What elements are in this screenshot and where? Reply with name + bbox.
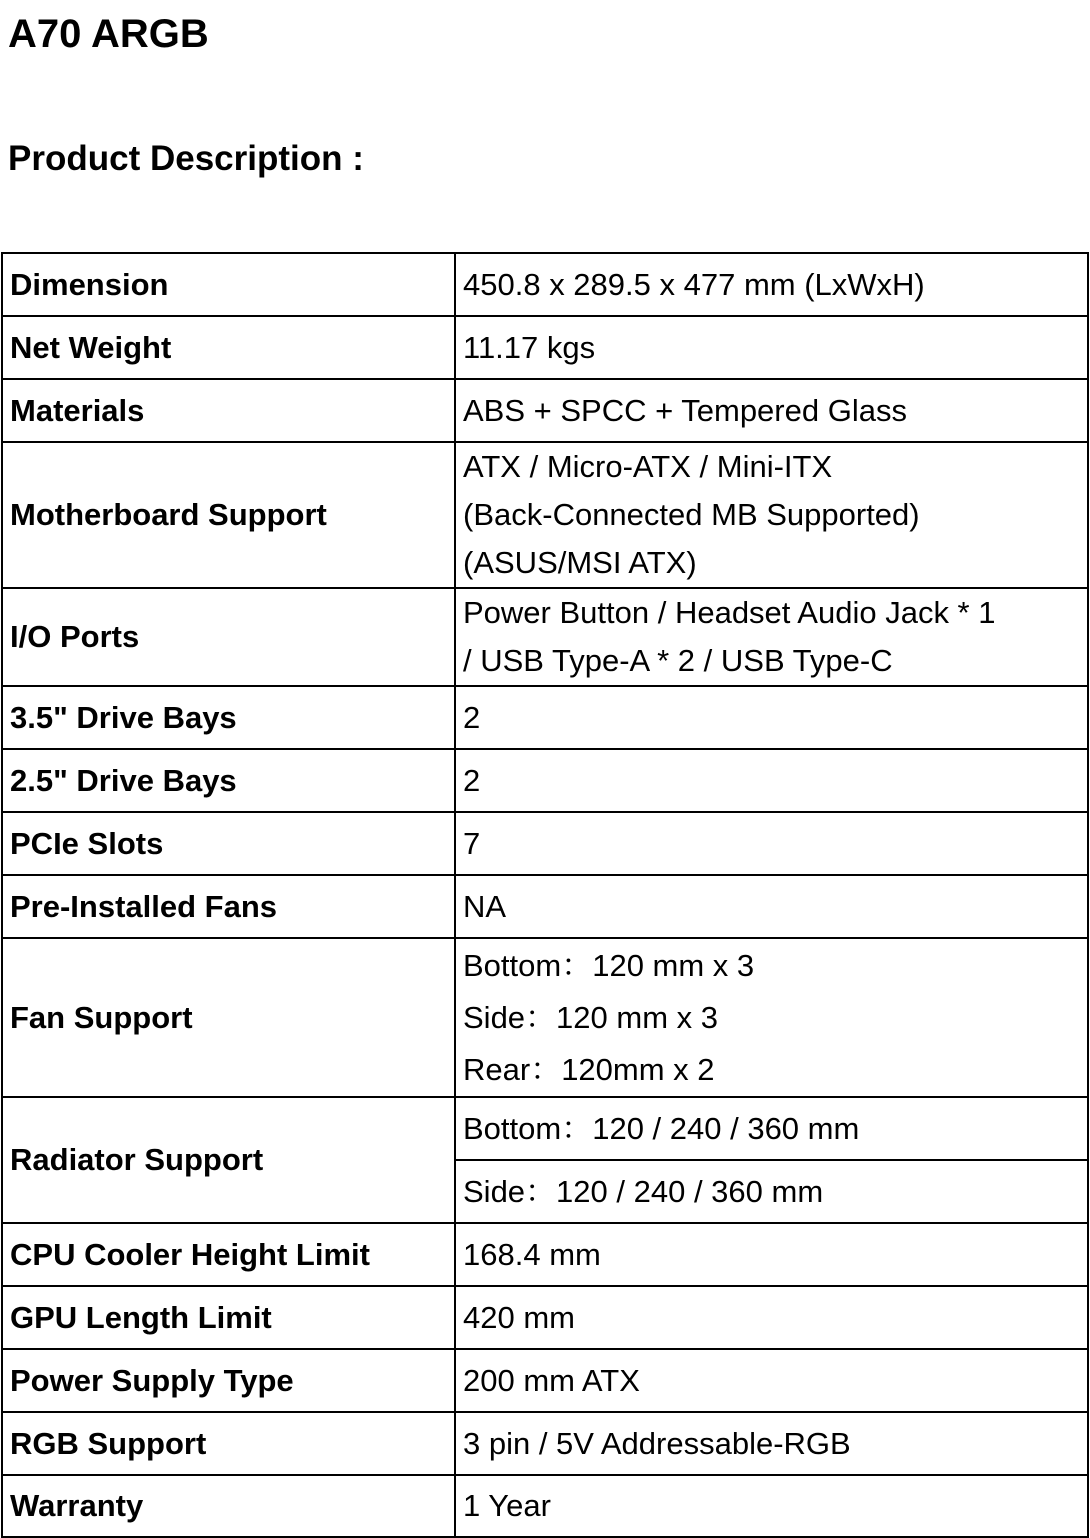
spec-label: Power Supply Type — [2, 1349, 455, 1412]
spec-label: RGB Support — [2, 1412, 455, 1475]
spec-value: 7 — [455, 812, 1088, 875]
spec-value — [455, 588, 1088, 686]
table-row — [2, 1097, 1088, 1160]
spec-label: Radiator Support — [2, 1097, 455, 1223]
table-row — [2, 1286, 1088, 1349]
spec-value: 2 — [455, 749, 1088, 812]
table-row — [2, 316, 1088, 379]
section-heading: Product Description : — [8, 139, 364, 178]
spec-label: 3.5" Drive Bays — [2, 686, 455, 749]
spec-value — [455, 442, 1088, 588]
spec-label: Materials — [2, 379, 455, 442]
spec-label: I/O Ports — [2, 588, 455, 686]
table-row — [2, 875, 1088, 938]
spec-value-line: (ASUS/MSI ATX) — [463, 545, 697, 580]
spec-value: 420 mm — [455, 1286, 1088, 1349]
table-row — [2, 588, 1088, 686]
spec-value — [455, 938, 1088, 1097]
table-row — [2, 749, 1088, 812]
spec-label: GPU Length Limit — [2, 1286, 455, 1349]
spec-value-line: Power Button / Headset Audio Jack * 1 — [463, 595, 996, 630]
spec-value-line: Side：120 mm x 3 — [463, 999, 718, 1035]
table-row — [2, 442, 1088, 588]
spec-value-line: Bottom：120 mm x 3 — [463, 947, 755, 983]
table-row — [2, 812, 1088, 875]
table-row — [2, 1475, 1088, 1537]
table-row — [2, 379, 1088, 442]
spec-value: Side：120 / 240 / 360 mm — [455, 1160, 1088, 1223]
spec-value: 3 pin / 5V Addressable-RGB — [455, 1412, 1088, 1475]
table-row — [2, 253, 1088, 316]
spec-label: Fan Support — [2, 938, 455, 1097]
spec-label: Pre-Installed Fans — [2, 875, 455, 938]
product-title: A70 ARGB — [8, 12, 209, 56]
spec-value-line: (Back-Connected MB Supported) — [463, 497, 920, 532]
table-row — [2, 1349, 1088, 1412]
spec-label: Warranty — [2, 1475, 455, 1537]
spec-value-line: ATX / Micro-ATX / Mini-ITX — [463, 449, 833, 484]
table-row — [2, 938, 1088, 1097]
spec-label: Motherboard Support — [2, 442, 455, 588]
spec-label: PCIe Slots — [2, 812, 455, 875]
table-row — [2, 686, 1088, 749]
spec-value: 450.8 x 289.5 x 477 mm (LxWxH) — [455, 253, 1088, 316]
spec-label: Dimension — [2, 253, 455, 316]
table-row — [2, 1412, 1088, 1475]
spec-value: 2 — [455, 686, 1088, 749]
spec-value: Bottom：120 / 240 / 360 mm — [455, 1097, 1088, 1160]
spec-value: ABS + SPCC + Tempered Glass — [455, 379, 1088, 442]
spec-value: 200 mm ATX — [455, 1349, 1088, 1412]
table-row — [2, 1223, 1088, 1286]
spec-value: NA — [455, 875, 1088, 938]
spec-value-line: Rear：120mm x 2 — [463, 1051, 715, 1087]
spec-value: 1 Year — [455, 1475, 1088, 1537]
spec-table — [1, 252, 1089, 1538]
spec-value: 168.4 mm — [455, 1223, 1088, 1286]
spec-label: Net Weight — [2, 316, 455, 379]
spec-label: CPU Cooler Height Limit — [2, 1223, 455, 1286]
spec-value: 11.17 kgs — [455, 316, 1088, 379]
spec-label: 2.5" Drive Bays — [2, 749, 455, 812]
spec-value-line: / USB Type-A * 2 / USB Type-C — [463, 643, 893, 678]
